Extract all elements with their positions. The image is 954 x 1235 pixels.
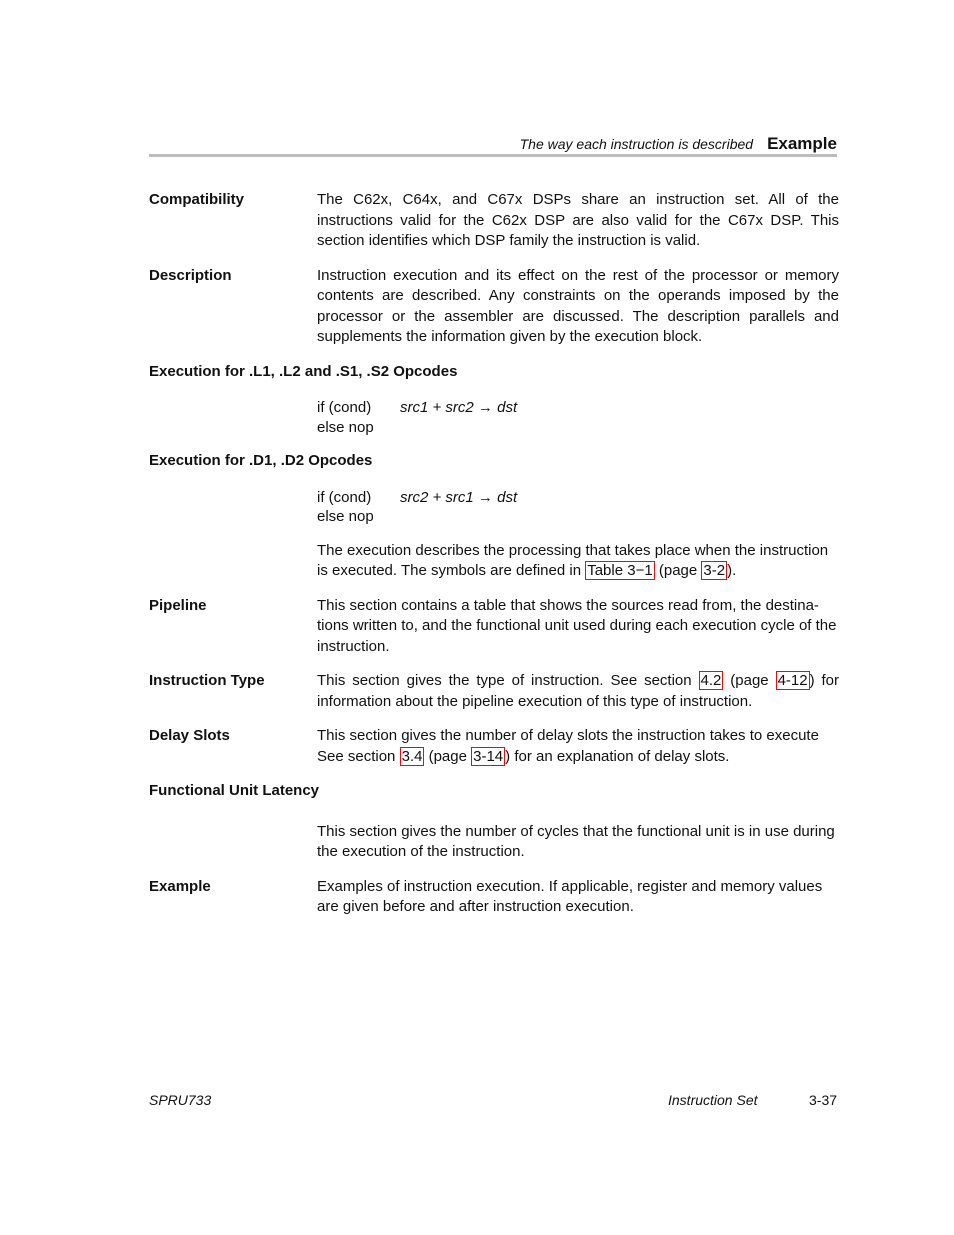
section-text: This section gives the number of cycles that the functional unit is in use during the execution of the instruction. <box>317 822 835 860</box>
exec-else: else nop <box>317 508 374 525</box>
exec-expr: src1 + src2 → dst <box>400 399 518 416</box>
section-compatibility <box>149 190 839 252</box>
section-text: Instruction execution and its effect on the rest of the processor or memory contents are described. Any constraints on the operands imposed by the processor or the assembler are discussed. The description parallels and supplements the information given by the execution block. <box>317 266 839 345</box>
page-3-14-link[interactable]: 3-14 <box>473 747 504 765</box>
section-label: Compatibility <box>149 191 245 208</box>
table-3-1-link[interactable]: Table 3−1 <box>587 562 653 579</box>
section-pipeline <box>149 596 839 658</box>
section-label: Instruction Type <box>149 672 265 689</box>
page-3-2-link[interactable]: 3-2 <box>703 562 726 579</box>
heading-exec-ls: Execution for .L1, .L2 and .S1, .S2 Opcodes <box>149 362 458 380</box>
section-4-2-link[interactable]: 4.2 <box>700 672 722 689</box>
heading-functional-unit-latency: Functional Unit Latency <box>149 782 320 799</box>
header-rule <box>149 154 837 157</box>
section-example <box>149 877 839 918</box>
section-text: Examples of instruction execution. If applicable, register and memory values are given before and after instruction execution. <box>317 877 823 915</box>
section-label: Example <box>149 877 211 895</box>
section-label: Delay Slots <box>149 727 230 744</box>
heading-exec-d: Execution for .D1, .D2 Opcodes <box>149 452 373 469</box>
section-text: The C62x, C64x, and C67x DSPs share an instruction set. All of the instructions valid for the C62x DSP are also valid for the C67x DSP. This section identifies which DSP family the instruction is valid. <box>317 191 839 249</box>
exec-block-d <box>317 488 839 527</box>
header-title: Example <box>767 134 837 153</box>
footer-doc-id: SPRU733 <box>149 1092 212 1108</box>
exec-block-ls <box>317 398 839 437</box>
footer-page-number: 3-37 <box>809 1092 838 1108</box>
page-4-12-link[interactable]: 4-12 <box>777 672 808 689</box>
footer-chapter: Instruction Set <box>668 1092 758 1108</box>
section-label: Pipeline <box>149 596 207 614</box>
exec-else: else nop <box>317 418 374 436</box>
section-instruction-type <box>149 671 839 712</box>
section-text: This section gives the type of instruction. See section 4.2 (page 4-12 ) for information about the pipeline execution of this type of instruction. <box>317 672 840 710</box>
section-functional-unit-latency <box>149 822 839 863</box>
section-delay-slots <box>149 726 839 767</box>
page-header <box>149 134 837 154</box>
exec-expr: src2 + src1 → dst <box>400 488 518 506</box>
exec-cond: if (cond) <box>317 399 372 416</box>
section-description <box>149 266 839 348</box>
exec-note <box>149 541 839 582</box>
main-content <box>149 190 839 932</box>
section-text: This section gives the number of delay slots the instruction takes to execute See section 3.4 (page 3-14 ) for an explanation of delay slots. <box>317 727 819 765</box>
section-text: This section contains a table that shows the sources read from, the destina-tions written to, and the functional unit used during each execution cycle of the instruction. <box>317 596 837 655</box>
header-subtitle: The way each instruction is described <box>519 136 754 152</box>
exec-note-text: The execution describes the processing that takes place when the instruction is executed. The symbols are defined in Table 3−1 (page 3-2 ). <box>317 541 829 579</box>
section-label: Description <box>149 266 232 284</box>
section-3-4-link[interactable]: 3.4 <box>401 747 423 765</box>
exec-cond: if (cond) <box>317 488 372 506</box>
